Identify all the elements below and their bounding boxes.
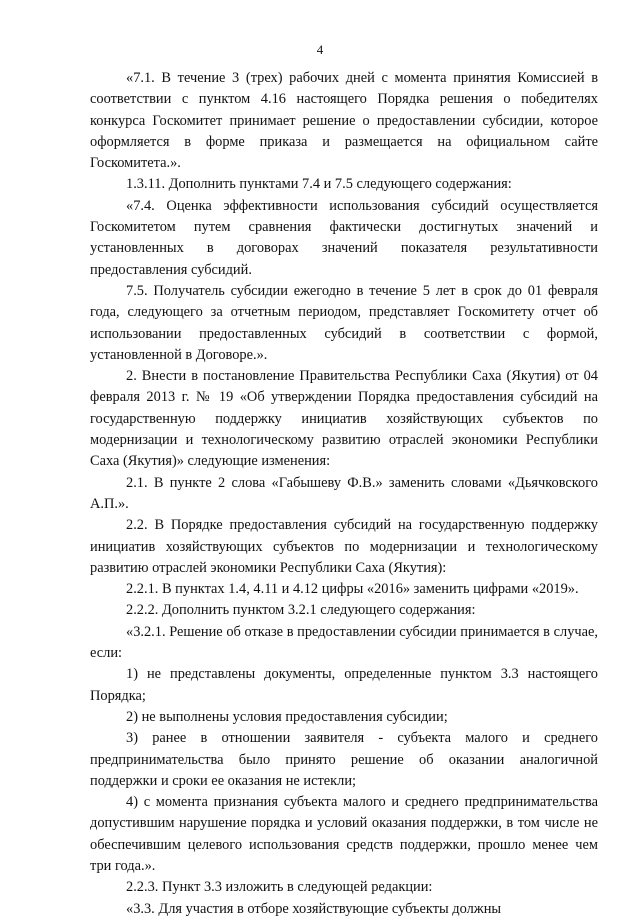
list-item-1: 1) не представлены документы, определенные пунктом 3.3 настоящего Порядка; bbox=[90, 666, 598, 704]
document-body bbox=[90, 68, 598, 920]
paragraph-2-2-3: 2.2.3. Пункт 3.3 изложить в следующей редакции: bbox=[126, 879, 433, 896]
paragraph-3-3: «3.3. Для участия в отборе хозяйствующие субъекты должны bbox=[126, 900, 502, 917]
paragraph-2-2-1: 2.2.1. В пунктах 1.4, 4.11 и 4.12 цифры «2016» заменить цифрами «2019». bbox=[126, 581, 579, 598]
paragraph-2-2: 2.2. В Порядке предоставления субсидий на государственную поддержку инициатив хозяйствующих субъектов по модернизации и технологическому развитию отраслей экономики Республики Саха (Якутия): bbox=[90, 517, 598, 576]
list-item-4: 4) с момента признания субъекта малого и среднего предпринимательства допустившим нарушение порядка и условий оказания поддержки, в том числе не обеспечившим целевого использования средств поддержки, прошло менее чем три года.». bbox=[90, 794, 598, 874]
paragraph-2: 2. Внести в постановление Правительства Республики Саха (Якутия) от 04 февраля 2013 г. № 19 «Об утверждении Порядка предоставления субсидий на государственную поддержку инициатив хозяйствующих субъектов по модернизации и технологическому развитию отраслей экономики Республики Саха (Якутия)» следующие изменения: bbox=[90, 368, 598, 470]
paragraph-3-2-1: «3.2.1. Решение об отказе в предоставлении субсидии принимается в случае, если: bbox=[90, 623, 598, 662]
paragraph-7-4: «7.4. Оценка эффективности использования субсидий осуществляется Госкомитетом путем сравнения фактически достигнутых значений и установленных в договорах значений показателя результативности предоставления субсидий. bbox=[90, 197, 598, 278]
page-number: 4 bbox=[316, 42, 324, 57]
paragraph-1-3-11: 1.3.11. Дополнить пунктами 7.4 и 7.5 следующего содержания: bbox=[126, 176, 512, 193]
paragraph-7-5: 7.5. Получатель субсидии ежегодно в течение 5 лет в срок до 01 февраля года, следующего за отчетным периодом, представляет Госкомитету отчет об использовании предоставленных субсидий в соответствии с формой, установленной в Договоре.». bbox=[90, 282, 598, 363]
list-item-2: 2) не выполнены условия предоставления субсидии; bbox=[126, 708, 448, 725]
paragraph-7-1: «7.1. В течение 3 (трех) рабочих дней с момента принятия Комиссией в соответствии с пунктом 4.16 настоящего Порядка решения о победителях конкурса Госкомитет принимает решение о предоставлении субсидии, которое оформляется в форме приказа и размещается на официальном сайте Госкомитета.». bbox=[90, 70, 598, 172]
paragraph-2-2-2: 2.2.2. Дополнить пунктом 3.2.1 следующего содержания: bbox=[126, 602, 476, 619]
paragraph-2-1: 2.1. В пункте 2 слова «Габышеву Ф.В.» заменить словами «Дьячковского А.П.». bbox=[90, 474, 598, 512]
list-item-3: 3) ранее в отношении заявителя - субъекта малого и среднего предпринимательства было принято решение об оказании аналогичной поддержки и сроки ее оказания не истекли; bbox=[90, 730, 598, 789]
